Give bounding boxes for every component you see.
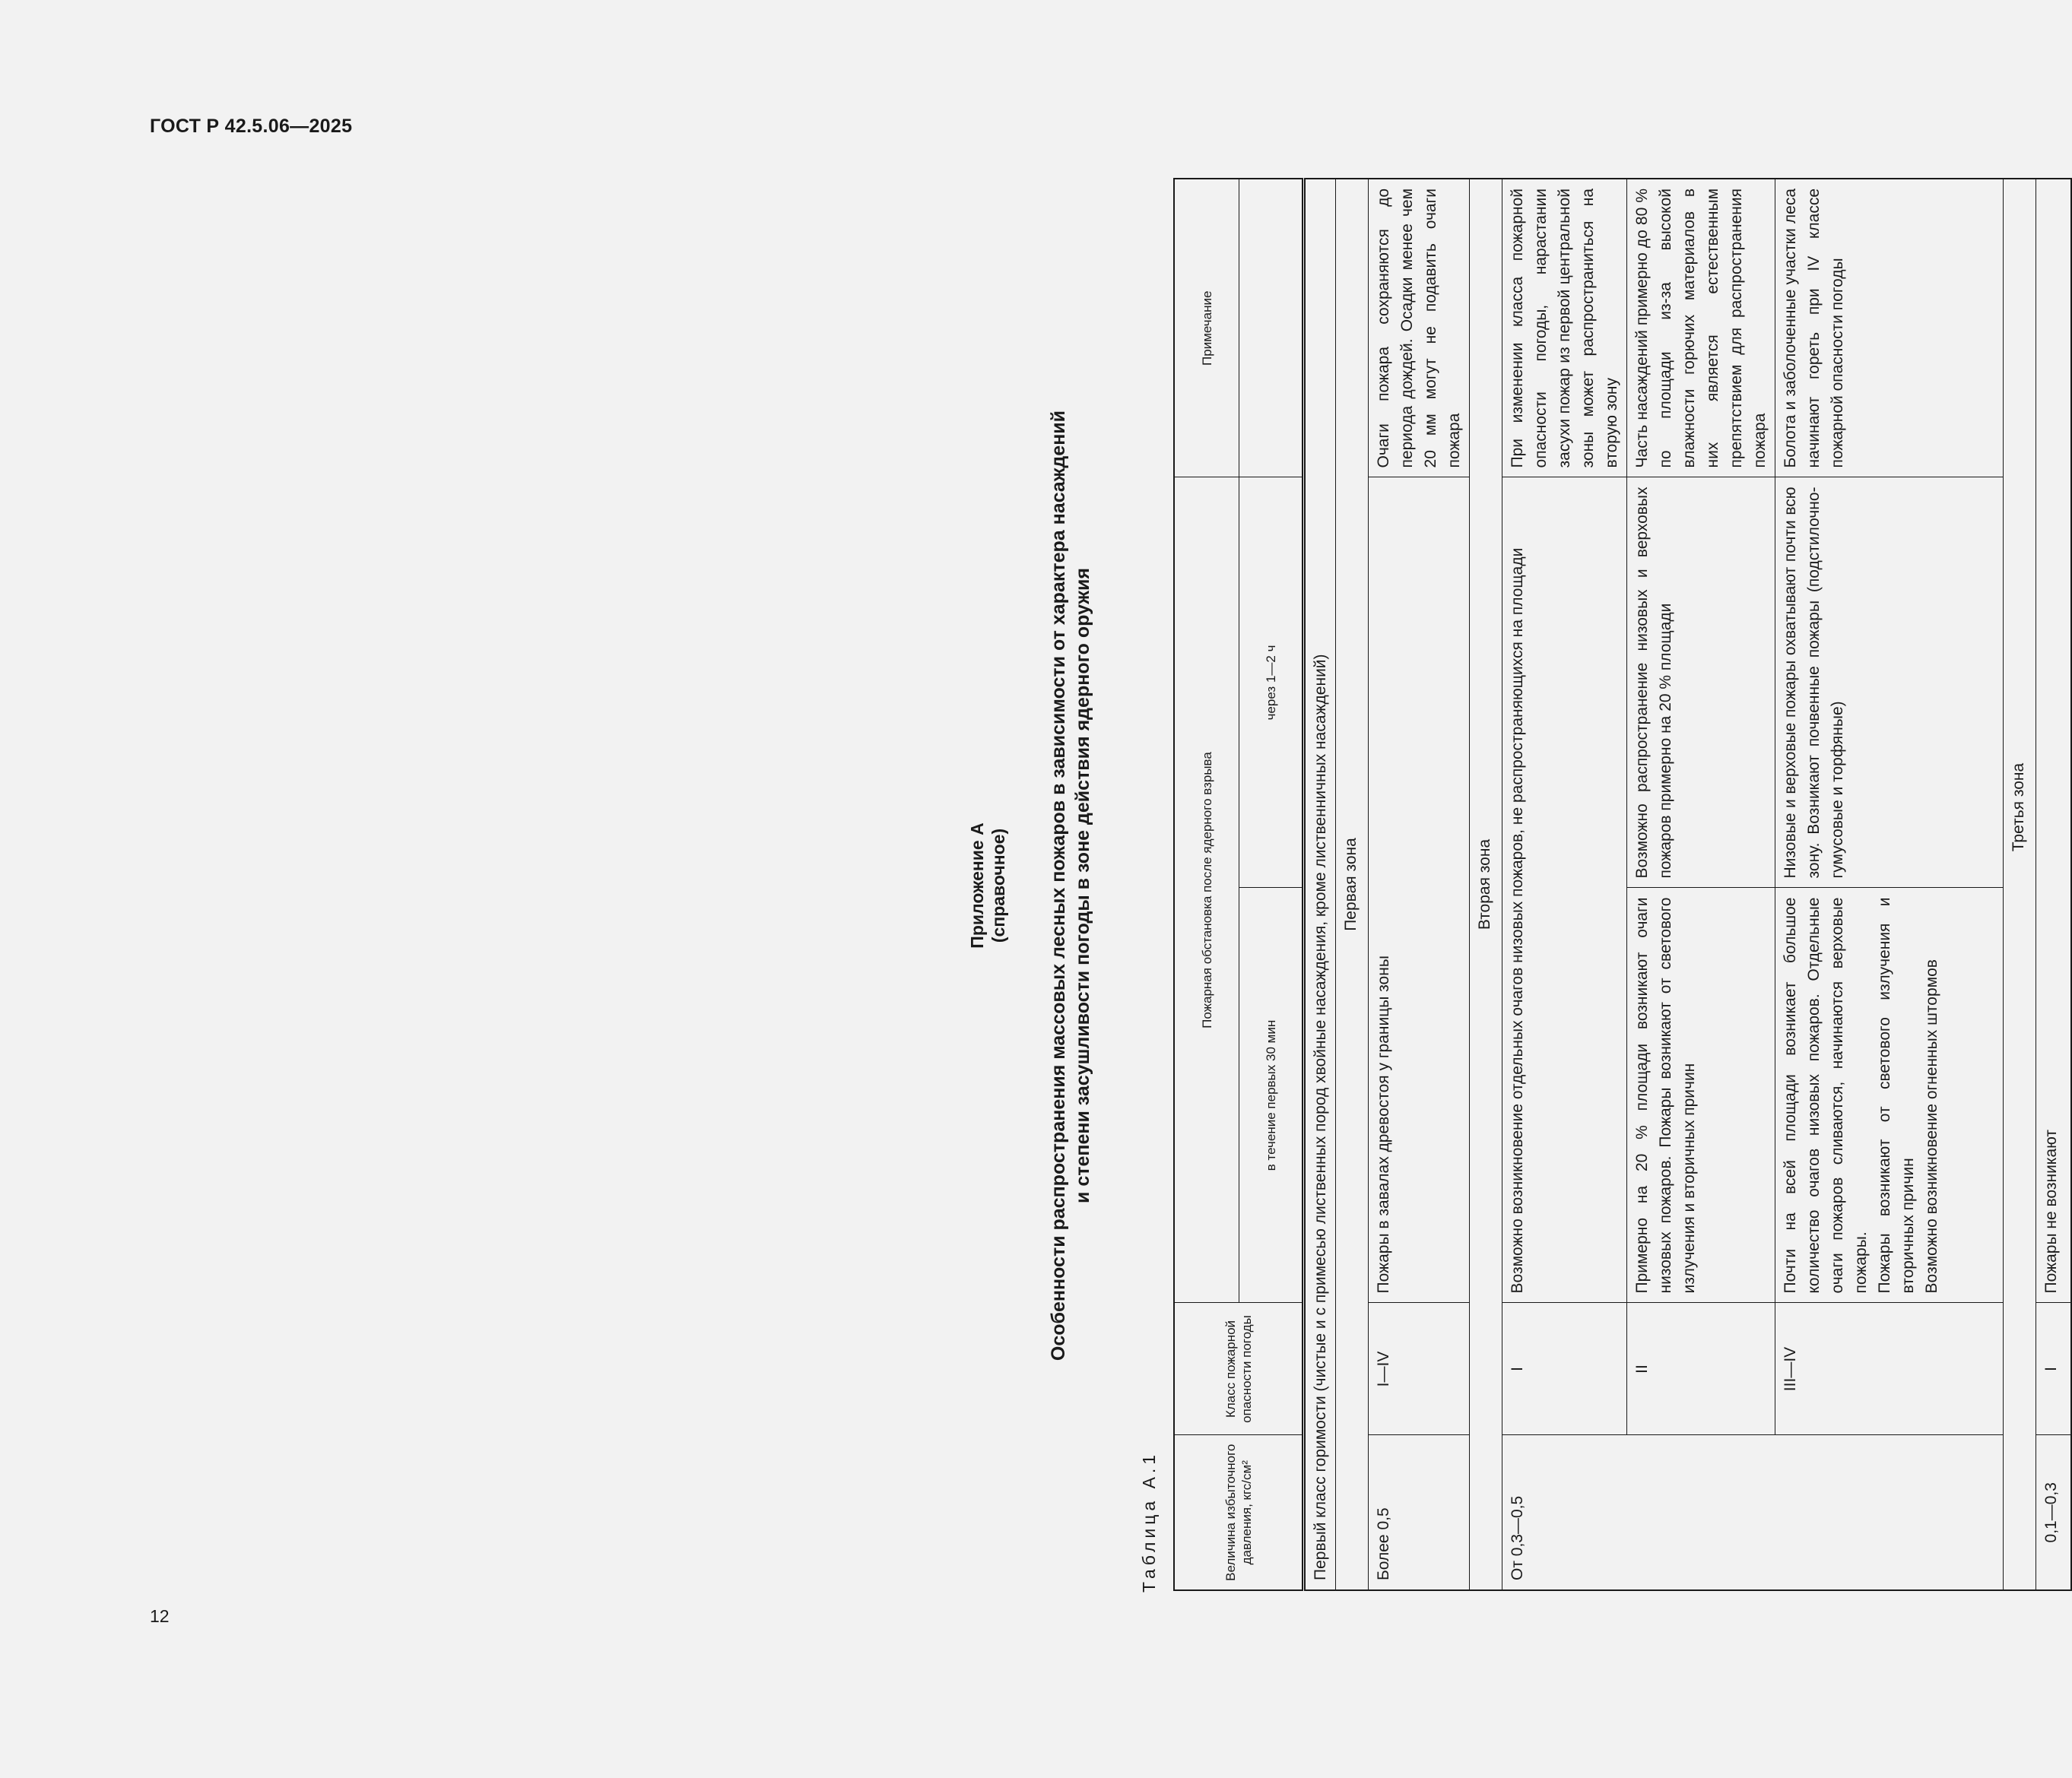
table-caption: Таблица А.1 (1139, 1450, 1159, 1593)
zone-label-1: Первая зона (1336, 179, 1369, 1590)
cell-after-1-2-h: Возможно распространение низовых и верховых пожаров примерно на 20 % площади (1627, 477, 1775, 888)
header-after-1-2-h: через 1—2 ч (1239, 477, 1304, 888)
cell-first-30-min (1775, 888, 2004, 1303)
cell-situation: Пожары не возникают (2036, 179, 2071, 1303)
cell-note: Очаги пожара сохраняются до периода дождей. Осадки менее чем 20 мм могут не подавить очаги пожара (1369, 179, 1470, 477)
cell-class: III—IV (1775, 1303, 2004, 1435)
header-class: Класс пожарной опасности погоды (1174, 1303, 1304, 1435)
document-header: ГОСТ Р 42.5.06—2025 (150, 116, 353, 137)
zone-row (1336, 179, 1369, 1590)
table-row (1369, 179, 1470, 1590)
table-row (2036, 179, 2071, 1590)
cell-class: II (1627, 1303, 1775, 1435)
rotated-page-content (962, 179, 2060, 1593)
header-situation: Пожарная обстановка после ядерного взрыва (1174, 477, 1239, 1303)
cell-line: Почти на всей площади возникает большое количество очагов низовых пожаров. Отдельные очаги пожаров сливаются, начинаются верховые пожары. (1782, 897, 1870, 1294)
zone-label-3: Третья зона (2004, 179, 2036, 1435)
cell-note: Болота и заболоченные участки леса начинают гореть при IV классе пожарной опасности погоды (1775, 179, 2004, 477)
appendix-title: Приложение А (967, 822, 987, 949)
header-pressure: Величина избыточного давления, кгс/см² (1174, 1435, 1304, 1590)
table-title-line1: Особенности распространения массовых лесных пожаров в зависимости от характера насаждений (1048, 410, 1069, 1361)
header-note-spacer (1239, 179, 1304, 477)
cell-line: Возможно возникновение огненных штормов (1923, 959, 1940, 1294)
cell-pressure: Более 0,5 (1369, 1435, 1470, 1590)
table-header-row (1174, 179, 1239, 1590)
zone-label-2: Вторая зона (1470, 179, 1502, 1590)
fire-table (1173, 178, 2072, 1591)
cell-pressure: 0,1—0,3 (2036, 1435, 2071, 1590)
cell-line: Пожары возникают от светового излучения и вторичных причин (1876, 897, 1917, 1294)
table-title-line2: и степени засушливости погоды в зоне действия ядерного оружия (1072, 568, 1093, 1203)
cell-first-30-min: Примерно на 20 % площади возникают очаги низовых пожаров. Пожары возникают от светового излучения и вторичных причин (1627, 888, 1775, 1303)
cell-class: I—IV (1369, 1303, 1470, 1435)
cell-situation: Возможно возникновение отдельных очагов низовых пожаров, не распространяющихся на площади (1502, 477, 1627, 1303)
header-note: Примечание (1174, 179, 1239, 477)
cell-class: I (1502, 1303, 1627, 1435)
header-first-30-min: в течение первых 30 мин (1239, 888, 1304, 1303)
table-row (1502, 179, 1627, 1590)
section-row (1304, 179, 1336, 1590)
table-title (1046, 179, 1095, 1593)
cell-pressure: От 0,3—0,5 (1502, 1435, 2004, 1590)
zone-row (2004, 179, 2036, 1590)
cell-note: Часть насаждений примерно до 80 % по площади из-за высокой влажности горючих материалов в них является естественным препятствием для распространения пожара (1627, 179, 1775, 477)
cell-situation: Пожары в завалах древостоя у границы зоны (1369, 477, 1470, 1303)
page-number: 12 (150, 1606, 170, 1626)
zone-row (1470, 179, 1502, 1590)
cell-note: При изменении класса пожарной опасности погоды, нарастании засухи пожар из первой центральной зоны может распространиться на вторую зону (1502, 179, 1627, 477)
cell-class: I (2036, 1303, 2071, 1435)
table-row (1627, 179, 1775, 1590)
zone-row-blank (2004, 1435, 2036, 1590)
table-row (1775, 179, 2004, 1590)
cell-after-1-2-h: Низовые и верховые пожары охватывают почти всю зону. Возникают почвенные пожары (подстилочно-гумусовые и торфяные) (1775, 477, 2004, 888)
appendix-subtitle: (справочное) (988, 828, 1008, 943)
section-label: Первый класс горимости (чистые и с примесью лиственных пород хвойные насаждения, кроме лиственничных насаждений) (1304, 179, 1336, 1590)
